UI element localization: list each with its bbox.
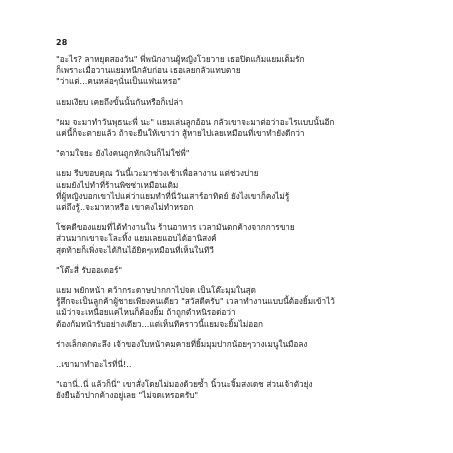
paragraph — [56, 339, 398, 350]
paragraph — [56, 285, 398, 330]
paragraph — [56, 97, 398, 108]
paragraph — [56, 359, 398, 370]
text-line: แยมยังไปทำที่ร้านพิซซ่าเหมือนเดิม — [56, 179, 179, 190]
text-line: "ว่าแต่...คนหล่อๆนั่นเป็นแฟนเหรอ" — [56, 76, 181, 87]
text-line: แยม พยักหน้า คว้ากระดาษปากกาไปจด เป็นโต๊ะมุมในสุด — [56, 285, 256, 296]
text-line: "เอานี่..นี่ แล้วก็นี่" เขาสั่งโดยไม่มองด้วยซ้ำ นิ้วนะจิ้มสงเดช ส่วนเจ้าตัวยุ่ง — [56, 379, 313, 390]
text-line: ที่ผู้หญิงบอกเขาไปแค่ว่าแยมทำที่นี่วันเสาร์อาทิตย์ ยังไงเขาก็คงไม่รู้ — [56, 190, 290, 201]
text-line: ก็เพราะเมื่อวานแยมหนีกลับก่อน เธอเลยกลัวแทบตาย — [56, 65, 241, 76]
text-line: ยังยืนอ้าปากค้างอยู่เลย "ไม่จดเหรอครับ" — [56, 390, 199, 401]
text-line: โชคดีของแยมที่ได้ทำงานใน ร้านอาหาร เวลามันตกค้างจากการขาย — [56, 222, 295, 233]
text-line: สุดท้ายก็เพิ่งจะได้กินไอ้ยิดๆเหมือนที่เห็นในทีวี — [56, 244, 214, 255]
paragraph — [56, 379, 398, 401]
text-line: ส่วนมากเขาจะโละทิ้ง แยมเลยแอบได้อานิสงค์ — [56, 233, 217, 244]
text-line: "ผม จะมาทำวันพุธนะพี่ นะ" แยมเล่นลูกอ้อน กลัวเขาจะมาต่อว่าอะไรแบบนั้นอีก — [56, 116, 335, 127]
text-line: แม้ว่าจะเหนื่อยแค่ไหนก็ต้องยิ้ม ถ้าถูกตำหนิรอด่อว่า — [56, 307, 236, 318]
text-line: ร่างเล็กตกตะลึง เจ้าของใบหน้าคมคายที่ยิ้มมุมปากน้อยๆวางเมนูในมือลง — [56, 338, 308, 349]
text-line: "โต๊ะสี่ รับออเดอร์" — [56, 264, 123, 275]
page-number: 28 — [56, 38, 68, 47]
paragraph — [56, 148, 398, 159]
text-line: แต่ถึงรู้..จะมาหาหรือ เขาคงไม่ทำหรอก — [56, 202, 194, 213]
text-line: แค่นี้ก็จะตายแล้ว ถ้าจะยืนให้เขาว่า สู้หายไปเลยเหมือนที่เขาทำยังดีกว่า — [56, 128, 305, 139]
text-line: "อะไร? ลาหยุดสองวัน" พี่พนักงานผู้หญิงโวยวาย เธอปิดแก้มแยมเต็มรัก — [56, 54, 305, 64]
text-line: แยมเงียบ เคยถึงขั้นนั้นกันหรือก็เปล่า — [56, 96, 184, 107]
text-line: แยม รีบขอบคุณ วันนี้เวะมาช่วงเช้าเพื่อลางาน แต่ช่วงบ่าย — [56, 168, 259, 179]
text-line: "ตามใจยะ ยังไงคนถูกหักเงินก็ไม่ใช่พี่" — [56, 148, 190, 159]
body-text — [56, 54, 398, 411]
text-line: ..เขามาทำอะไรที่นี่!.. — [56, 359, 132, 370]
paragraph — [56, 117, 398, 139]
paragraph — [56, 168, 398, 213]
paragraph — [56, 265, 398, 276]
paragraph — [56, 54, 398, 88]
text-line: ต้องก้มหน้ารับอย่างเดียว...แต่เห็นทีคราวนี้แยมจะยิ้มไม่ออก — [56, 318, 264, 329]
paragraph — [56, 222, 398, 256]
text-line: รู้สึกจะเป็นลูกค้าผู้ชายเพียงคนเดียว "สวัสดีครับ" เวลาทำงานแบบนี้ต้องยิ้มเข้าไว้ — [56, 296, 335, 307]
